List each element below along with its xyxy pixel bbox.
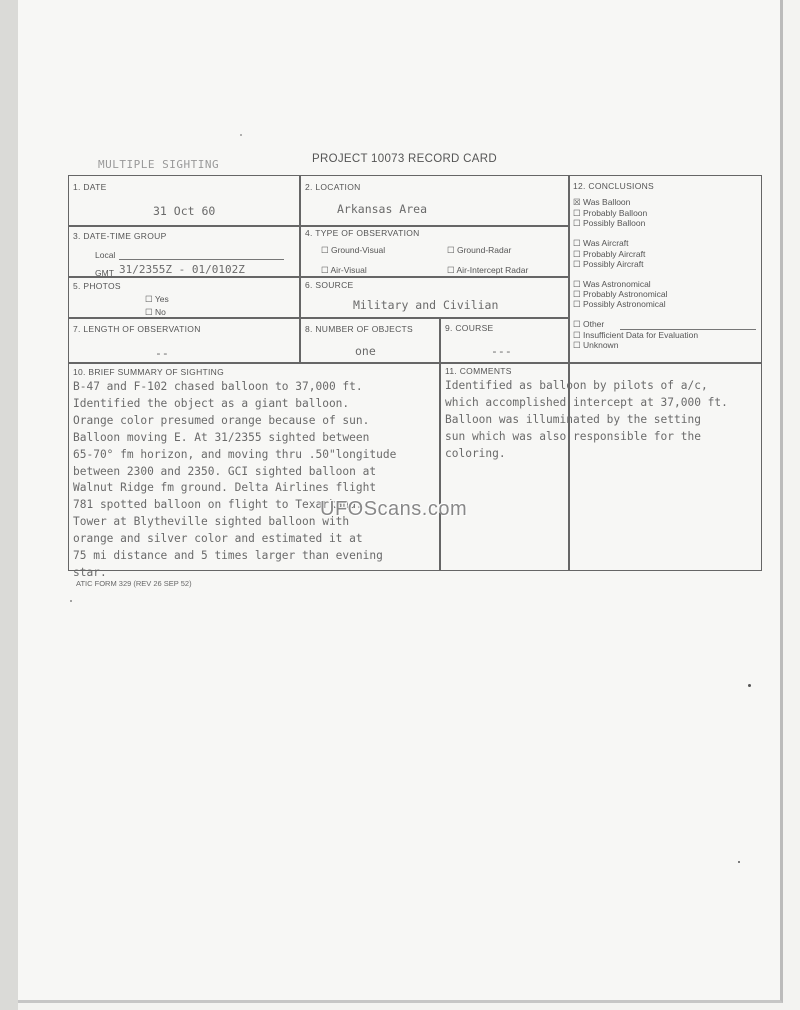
watermark: UFOScans.com [320,498,468,520]
conclusion-was-astronomical: ☐ Was Astronomical [573,279,651,289]
divider [439,317,441,570]
scan-speck [70,600,72,602]
divider [568,176,570,570]
scan-speck [738,861,740,863]
conclusion-possibly-balloon: ☐ Possibly Balloon [573,218,646,228]
source-value: Military and Civilian [353,298,499,312]
source-label: 6. SOURCE [305,280,354,290]
record-card-title: PROJECT 10073 RECORD CARD [312,153,497,165]
scan-speck [240,134,242,136]
conclusion-unknown: ☐ Unknown [573,340,619,350]
length-label: 7. LENGTH OF OBSERVATION [73,324,201,334]
conclusion-probably-aircraft: ☐ Probably Aircraft [573,249,646,259]
dtg-label: 3. DATE-TIME GROUP [73,231,167,241]
summary-text: B-47 and F-102 chased balloon to 37,000 ft. Identified the object as a giant balloon. Orange color presumed orange because of sun. Balloon moving E. At 31/2355 sighted between 65-70° fm horizon, and moving thru .50"longitude between 2300 and 2350. GCI sighted balloon at Walnut Ridge fm ground. Delta Airlines flight 781 spotted balloon on flight to Texarkana. Tower at Blytheville sighted balloon with orange and silver color and estimated it at 75 mi distance and 5 times larger than evening star. [73,380,397,579]
divider [299,176,301,362]
local-time-line [119,259,284,260]
scan-edge [0,0,18,1010]
photos-yes: ☐ Yes [145,294,169,304]
conclusion-other: ☐ Other [573,319,605,329]
course-label: 9. COURSE [445,323,494,333]
option-air-visual: ☐ Air-Visual [321,265,367,275]
length-value: -- [155,346,169,360]
comments-text: Identified as balloon by pilots of a/c, which accomplished intercept at 37,000 ft. Balloon was illuminated by the setting sun which was also responsible for the coloring. [445,379,728,460]
conclusion-insufficient-data: ☐ Insufficient Data for Evaluation [573,330,699,340]
dtg-local-label: Local [95,250,116,260]
conclusion-probably-balloon: ☐ Probably Balloon [573,208,648,218]
location-label: 2. LOCATION [305,182,361,192]
form-number: ATIC FORM 329 (REV 26 SEP 52) [76,579,192,588]
conclusion-was-balloon: ☒ Was Balloon [573,197,631,207]
objects-value: one [355,344,376,358]
date-value: 31 Oct 60 [153,204,216,218]
scan-speck [748,684,751,687]
observation-type-label: 4. TYPE OF OBSERVATION [305,228,420,238]
conclusions-label: 12. CONCLUSIONS [573,181,655,191]
option-ground-visual: ☐ Ground-Visual [321,245,386,255]
comments-label: 11. COMMENTS [445,366,512,376]
conclusion-possibly-aircraft: ☐ Possibly Aircraft [573,259,644,269]
conclusion-was-aircraft: ☐ Was Aircraft [573,238,629,248]
photos-label: 5. PHOTOS [73,281,121,291]
conclusion-possibly-astronomical: ☐ Possibly Astronomical [573,299,666,309]
course-value: --- [491,344,512,358]
option-air-intercept-radar: ☐ Air-Intercept Radar [447,265,529,275]
dtg-gmt-value: 31/2355Z - 01/0102Z [119,263,245,276]
summary-label: 10. BRIEF SUMMARY OF SIGHTING [73,367,225,377]
divider [69,362,761,364]
dtg-gmt-label: GMT [95,268,114,278]
multiple-sighting-annotation: MULTIPLE SIGHTING [98,158,220,171]
divider [69,317,568,319]
divider [69,276,568,278]
photos-no: ☐ No [145,307,166,317]
option-ground-radar: ☐ Ground-Radar [447,245,512,255]
objects-label: 8. NUMBER OF OBJECTS [305,324,414,334]
date-label: 1. DATE [73,182,107,192]
location-value: Arkansas Area [337,202,428,216]
divider [69,225,568,227]
conclusion-probably-astronomical: ☐ Probably Astronomical [573,289,668,299]
